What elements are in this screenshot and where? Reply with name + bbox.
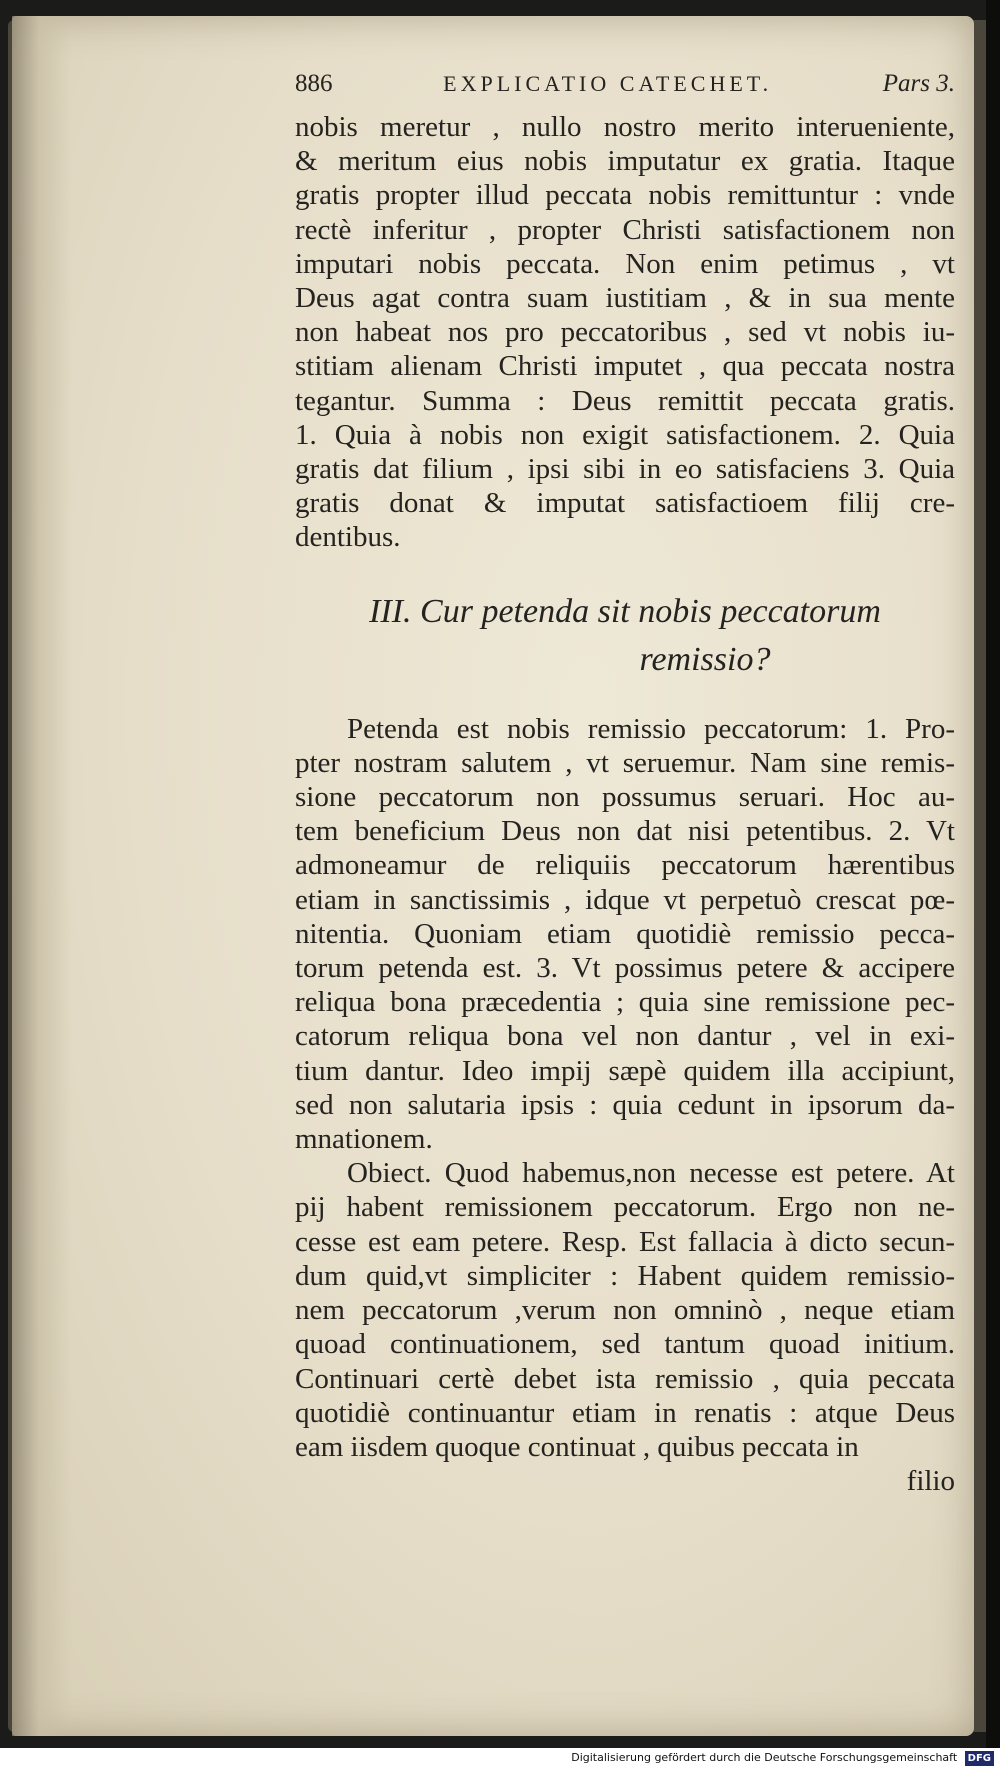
page-gutter-shadow — [12, 16, 72, 1736]
text-line: nitentia. Quoniam etiam quotidiè remissio pecca- — [295, 917, 955, 950]
text-line: Petenda est nobis remissio peccatorum: 1. Pro- — [347, 712, 955, 745]
catchword: filio — [906, 1465, 955, 1498]
text-line: sione peccatorum non possumus seruari. Hoc au- — [295, 781, 955, 814]
text-line: dum quid,vt simpliciter : Habent quidem remissio- — [295, 1259, 955, 1292]
scan-edge — [986, 0, 1000, 1768]
text-line: rectè inferitur , propter Christi satisfactionem non — [295, 213, 955, 246]
text-line: Obiect. Quod habemus,non necesse est petere. At — [347, 1157, 955, 1190]
text-line: reliqua bona præcedentia ; quia sine remissione pec- — [295, 986, 955, 1019]
text-line: quotidiè continuantur etiam in renatis : atque Deus — [295, 1396, 955, 1429]
text-line: gratis propter illud peccata nobis remittuntur : vnde — [295, 179, 955, 212]
running-title: EXPLICATIO CATECHET. — [443, 71, 773, 96]
text-line: Continuari certè debet ista remissio , quia peccata — [295, 1362, 955, 1395]
text-line: admoneamur de reliquiis peccatorum hærentibus — [295, 849, 955, 882]
text-line: pij habent remissionem peccatorum. Ergo non ne- — [295, 1191, 955, 1224]
text-line: cesse est eam petere. Resp. Est fallacia à dicto secun- — [295, 1225, 955, 1258]
text-line: eam iisdem quoque continuat , quibus peccata in — [295, 1430, 859, 1463]
page-text-area — [295, 70, 955, 1498]
digitization-footer — [0, 1748, 1000, 1768]
text-line: gratis donat & imputat satisfactioem filij cre- — [295, 487, 955, 520]
text-line: dentibus. — [295, 521, 401, 554]
text-line: tegantur. Summa : Deus remittit peccata gratis. — [295, 384, 955, 417]
text-line: non habeat nos pro peccatoribus , sed vt nobis iu- — [295, 316, 955, 349]
part-label: Pars 3. — [882, 70, 955, 97]
paragraph-satisfaction — [295, 110, 955, 555]
footer-credit: Digitalisierung gefördert durch die Deutsche Forschungsgemeinschaft — [571, 1751, 958, 1764]
page-number: 886 — [295, 70, 333, 97]
text-line: nobis meretur , nullo nostro merito interueniente, — [295, 111, 955, 143]
text-line: sed non salutaria ipsis : quia cedunt in ipsorum da- — [295, 1088, 955, 1121]
text-line: Deus agat contra suam iustitiam , & in sua mente — [295, 282, 955, 315]
paragraph-petenda — [295, 712, 955, 1157]
section-heading — [295, 588, 955, 684]
text-line: & meritum eius nobis imputatur ex gratia. Itaque — [295, 145, 955, 178]
text-line: tium dantur. Ideo impij sæpè quidem illa accipiunt, — [295, 1054, 955, 1087]
text-line: pter nostram salutem , vt seruemur. Nam sine remis- — [295, 746, 955, 779]
text-line: gratis dat filium , ipsi sibi in eo satisfaciens 3. Quia — [295, 453, 955, 486]
paragraph-obiectio — [295, 1156, 955, 1464]
text-line: imputari nobis peccata. Non enim petimus , vt — [295, 247, 955, 280]
text-line: quoad continuationem, sed tantum quoad initium. — [295, 1328, 955, 1361]
catchword-line — [295, 1464, 955, 1498]
text-line: mnationem. — [295, 1123, 433, 1156]
text-line: tem beneficium Deus non dat nisi petentibus. 2. Vt — [295, 815, 955, 848]
dfg-logo: DFG — [965, 1751, 994, 1766]
running-head — [295, 70, 955, 110]
text-line: 1. Quia à nobis non exigit satisfactionem. 2. Quia — [295, 418, 955, 451]
heading-line-2: remissio? — [639, 640, 771, 678]
text-line: etiam in sanctissimis , idque vt perpetuò crescat pœ- — [295, 883, 955, 916]
text-line: torum petenda est. 3. Vt possimus petere & accipere — [295, 952, 955, 985]
text-line: stitiam alienam Christi imputet , qua peccata nostra — [295, 350, 955, 383]
heading-line-1: III. Cur petenda sit nobis peccatorum — [369, 592, 881, 630]
text-line: nem peccatorum ,verum non omninò , neque etiam — [295, 1294, 955, 1327]
text-line: catorum reliqua bona vel non dantur , vel in exi- — [295, 1020, 955, 1053]
